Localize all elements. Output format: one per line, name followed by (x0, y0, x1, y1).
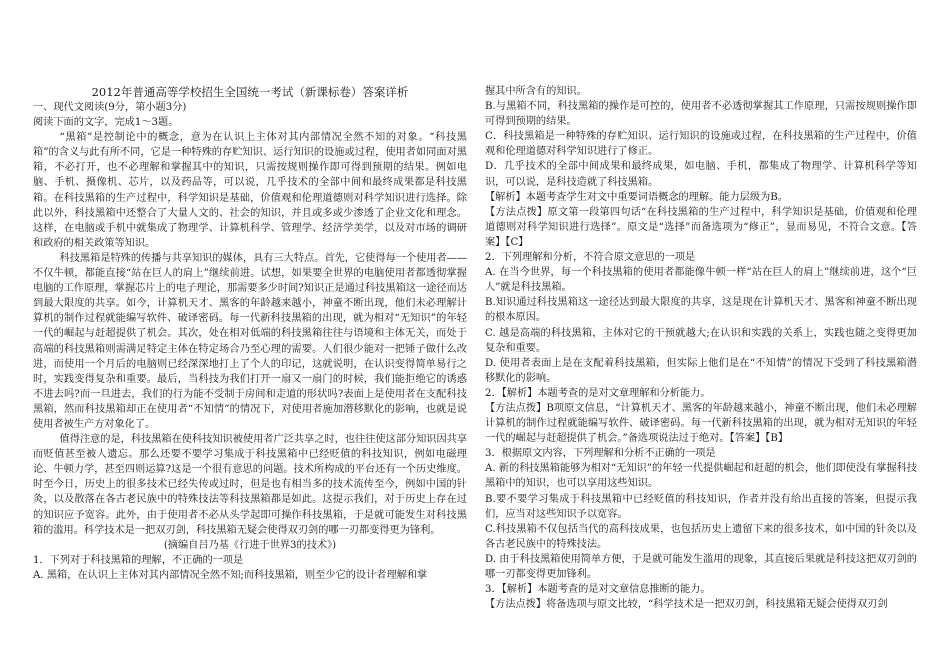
question-1-option-a-continued: 握其中所含有的知识。 (485, 86, 587, 97)
instruction: 阅读下面的文字，完成1～3题。 (33, 117, 179, 129)
answer-2-analysis: 2．【解析】本题考查的是对文章理解和分析能力。 (485, 387, 711, 399)
question-3-option-d: D. 由于科技黑箱使用简单方便，于是就可能发生滥用的现象，其直接后果就是科技这把双刃剑的哪一刃都变得更加锋利。 (485, 553, 917, 580)
source-citation: (摘编自吕乃基《行进于世界3的技术》) (163, 539, 337, 551)
question-2-option-d: D. 使用者表面上是在支配着科技黑箱，但实际上他们是在“不知情”的情况下受到了科技黑箱潜移默化的影响。 (485, 357, 917, 384)
question-3-option-a: A. 新的科技黑箱能够为相对“无知识”的年轻一代提供崛起和赶超的机会，他们即使没有掌握科技黑箱中的知识，也可以享用这些知识。 (485, 463, 917, 490)
question-1-option-b: B.与黑箱不同，科技黑箱的操作是可控的，使用者不必透彻掌握其工作原理，只需按规则操作即可得到预期的结果。 (485, 101, 917, 128)
answer-1-analysis: 【解析】本题考查学生对文中重要词语概念的理解。能力层级为B。 (485, 191, 788, 203)
question-3: 3．根据原文内容，下列理解和分析不正确的一项是 (485, 448, 716, 460)
question-1-option-a: A. 黑箱，在认识上主体对其内部情况全然不知;而科技黑箱，则至少它的设计者理解和掌 (33, 569, 428, 581)
answer-1-tip: 【方法点拨】原文第一段第四句话“在科技黑箱的生产过程中，科学知识是基础，价值观和伦理道德则对科学知识进行选择”。原文是“选择”而备选项为“修正”，显而易见，不符合文意。【答案】【C】 (485, 206, 917, 248)
answer-3-analysis: 3．【解析】本题考查的是对文章信息推断的能力。 (485, 584, 711, 596)
section-heading: 一、现代文阅读(9分，第小题3分) (33, 102, 187, 113)
question-2-option-b: B.知识通过科技黑箱这一途径达到最大限度的共享，这是现在计算机天才、黑客和神童不断出现的根本原因。 (485, 297, 917, 324)
right-column (485, 84, 917, 612)
question-1-option-c: C．科技黑箱是一种特殊的存贮知识、运行知识的设施或过程，在科技黑箱的生产过程中，价值观和伦理道德对科学知识进行了修正。 (485, 131, 917, 158)
question-1: 1．下列对于科技黑箱的理解，不正确的一项是 (33, 554, 244, 566)
question-2: 2．下列理解和分析，不符合原文意思的一项是 (485, 252, 696, 264)
left-column (33, 100, 467, 583)
question-2-option-a: A. 在当今世界，每一个科技黑箱的使用者都能像牛顿一样“站在巨人的肩上”继续前进，这个“巨人”就是科技黑箱。 (485, 267, 917, 294)
passage-paragraph-2: 科技黑箱是特殊的传播与共享知识的媒体，具有三大特点。首先，它使得每一个使用者——不仅牛顿，都能直接“站在巨人的肩上”继续前进。试想，如果要全世界的电脑使用者都透彻掌握电脑的工作原理，掌握芯片上的电子理论，那需要多少时间?知识正是通过科技黑箱这一途径而达到最大限度的共享。如今，计算机天才、黑客的年龄越来越小，神童不断出现，他们未必理解计算机的制作过程就能编写软件、破译密码。每一代新科技黑箱的出现，就为相对“无知识”的年轻一代的崛起与赶超提供了机会。其次，处在相对低端的科技黑箱往往与语境和主体无关，而处于高端的科技黑箱则需满足特定主体在特定场合乃至心理的需要。人们很少能对一把锤子做什么改进，而使用一个月后的电脑则已经深深地打上了个人的印记，这就说明，在认识变得简单易行之时，实践变得复杂和重要。最后，当科技为我们打开一扇又一扇门的时候，我们能拒绝它的诱惑不进去吗?而一旦进去，我们的行为能不受制于房间和走道的形状吗?表面上是使用者在支配科技黑箱，然而科技黑箱却正在使用者“不知情”的情况下，对使用者施加潜移默化的影响，也就是说使用者被生产方对象化了。 (33, 252, 468, 430)
answer-3-tip: 【方法点拨】将备选项与原文比较，“科学技术是一把双刃剑，科技黑箱无疑会使得双刃剑 (485, 599, 888, 611)
passage-paragraph-3: 值得注意的是，科技黑箱在使科技知识被使用者广泛共享之时，也往往使这部分知识因共享而贬值甚至被人遗忘。那么还要不要学习集成于科技黑箱中已经贬值的科技知识，例如电磁理论、牛顿力学，甚至四则运算?这是一个很有意思的问题。技术所构成的平台还有一个历史维度。时至今日，历史上的很多技术已经失传或过时，但是也有相当多的技术流传至今，例如中国的针灸，以及散落在各古老民族中的特殊技法等科技黑箱都是如此。这提示我们，对于历史上存在过的知识应予宽容。此外，由于使用者不必从头学起即可操作科技黑箱，于是就可能发生对科技黑箱的滥用。科学技术是一把双刃剑，科技黑箱无疑会使得双刃剑的哪一刃都变得更为锋利。 (33, 434, 468, 536)
document-title: 2012年普通高等学校招生全国统一考试（新课标卷）答案详析 (91, 85, 409, 99)
question-2-option-c: C. 越是高端的科技黑箱，主体对它的干预就越大;在认识和实践的关系上，实践也随之变得更加复杂和重要。 (485, 327, 917, 354)
answer-2-tip: 【方法点拨】B项原文信息，“计算机天才、黑客的年龄越来越小，神童不断出现，他们未必理解计算机的制作过程就能编写软件、破译密码。每一代新科技黑箱的出现，就为相对无知识的年轻一代的崛起与赶超提供了机会。”备选项说法过于绝对。【答案】【B】 (485, 402, 917, 445)
question-3-option-b: B.要不要学习集成于科技黑箱中已经贬值的科技知识，作者并没有给出直接的答案，但提示我们，应当对这些知识予以宽容。 (485, 493, 917, 520)
passage-paragraph-1: “黑箱”是控制论中的概念，意为在认识上主体对其内部情况全然不知的对象。“科技黑箱”的含义与此有所不同，它是一种特殊的存贮知识、运行知识的设施或过程，使用者如同面对黑箱，不必打开，也不必理解和掌握其中的知识，只需按规则操作即可得到预期的结果。例如电脑、手机、摄像机、芯片，以及药品等，可以说，几乎技术的全部中间和最终成果都是科技黑箱。在科技黑箱的生产过程中，科学知识是基础，价值观和伦理道德则对科学知识进行选择。除此以外，科技黑箱中还整合了大量人文的、社会的知识，并且或多或少渗透了企业文化和理念。这样，在电脑或手机中就集成了物理学、计算机科学、管理学、经济学美学，以及对市场的调研和政府的相关政策等知识。 (33, 132, 467, 249)
question-3-option-c: C.科技黑箱不仅包括当代的高科技成果，也包括历史上遗留下来的很多技术，如中国的针灸以及各古老民族中的特殊技法。 (485, 523, 917, 550)
question-1-option-d: D．几乎技术的全部中间成果和最终成果，如电脑、手机，都集成了物理学、计算机科学等知识，可以说，是科技造就了科技黑箱。 (485, 161, 917, 188)
